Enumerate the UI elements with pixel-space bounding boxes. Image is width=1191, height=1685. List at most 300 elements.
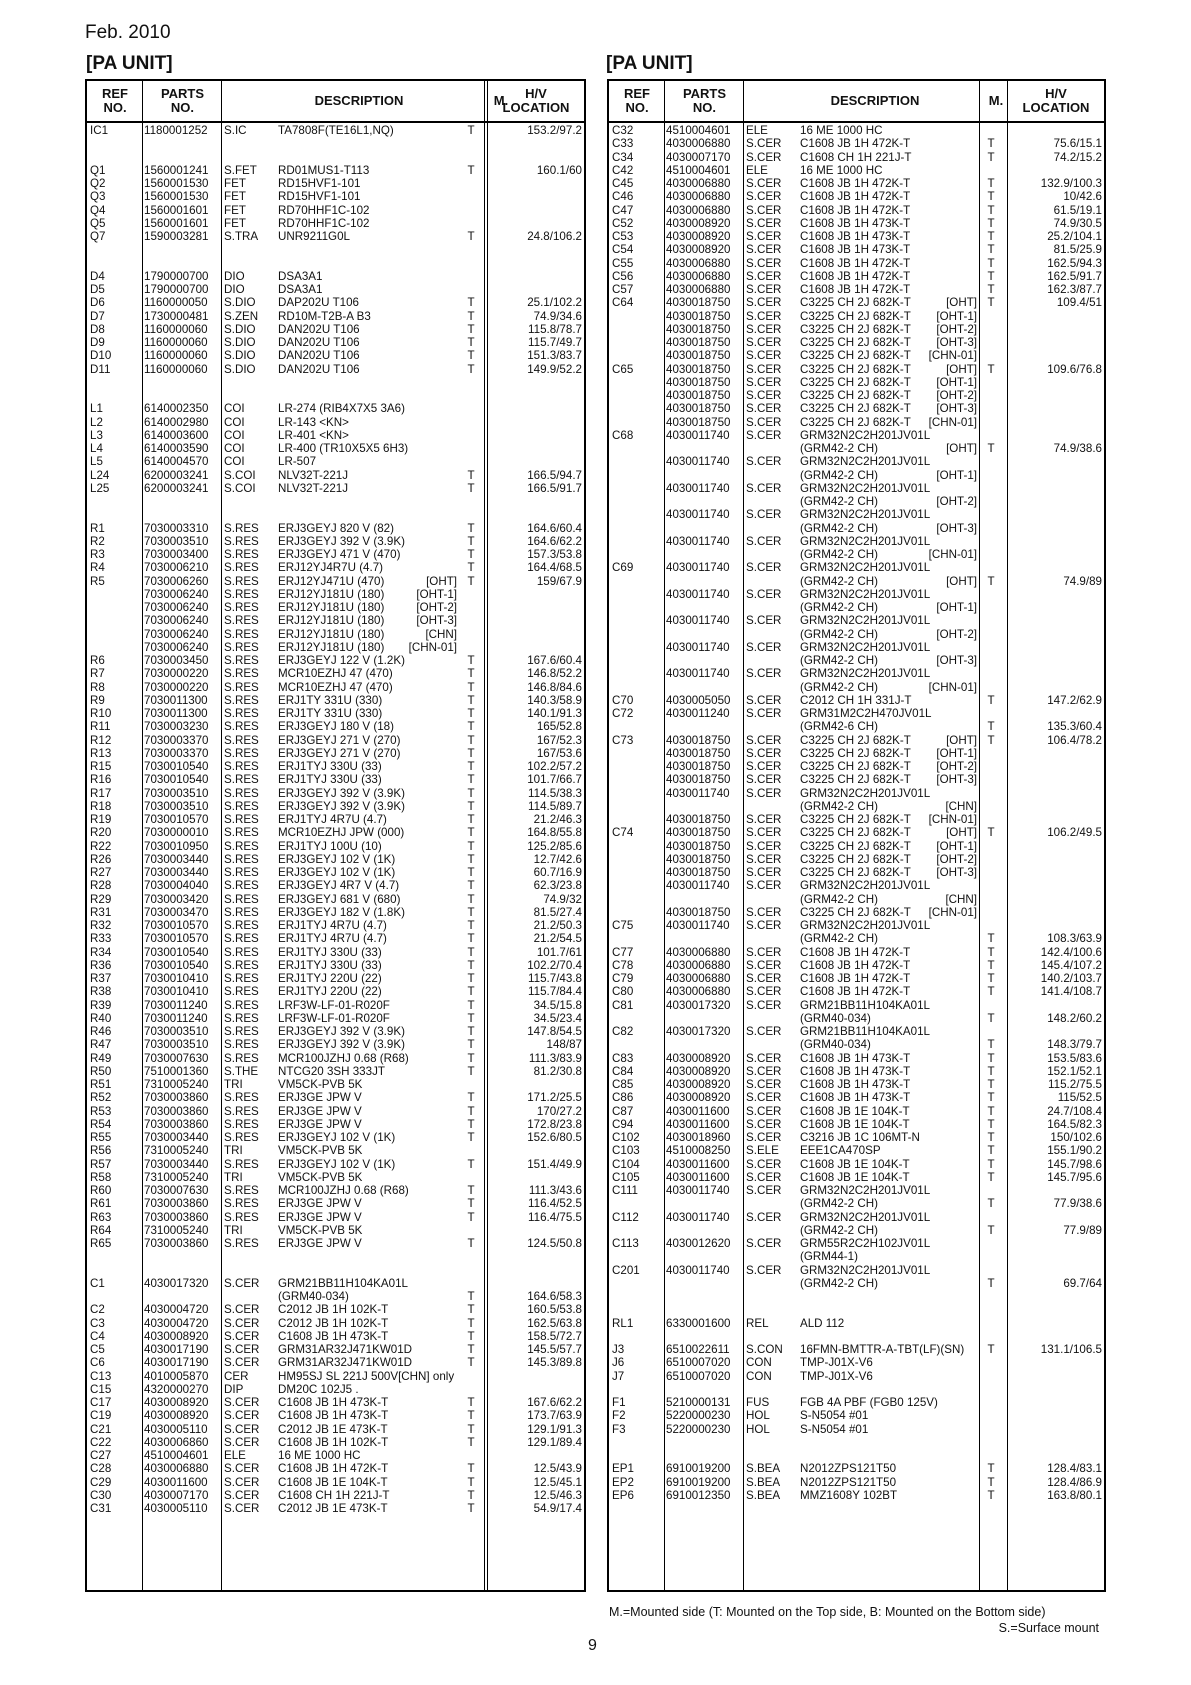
mounted-side: T — [467, 1422, 475, 1436]
table-row — [87, 1224, 584, 1237]
table-row — [87, 932, 584, 945]
part-number: 7030010410 — [144, 985, 209, 999]
part-number: 4030018750 — [666, 760, 731, 773]
mounted-side: T — [467, 932, 475, 946]
description: C1608 JB 1H 472K-T — [800, 137, 911, 151]
mounted-side: T — [467, 349, 475, 363]
hv-location: 140.3/58.9 — [527, 693, 582, 707]
table-row — [609, 1131, 1104, 1144]
mounted-side: T — [987, 945, 995, 959]
hv-location: 148.2/60.2 — [1047, 1011, 1102, 1025]
table-row — [609, 376, 1104, 389]
ref-no: D6 — [90, 296, 105, 310]
part-number: 7030003370 — [144, 746, 209, 760]
mounted-side: T — [467, 905, 475, 919]
hv-location: 153.5/83.6 — [1047, 1051, 1102, 1065]
ref-no: R47 — [90, 1038, 112, 1052]
mounted-side: T — [987, 1462, 995, 1476]
mounted-side: T — [467, 746, 475, 760]
table-row — [609, 1396, 1104, 1409]
part-type: S.BEA — [746, 1488, 781, 1502]
table-row — [609, 601, 1104, 614]
ref-no: C32 — [612, 124, 634, 137]
ref-no: C54 — [612, 243, 634, 257]
table-row — [87, 1197, 584, 1210]
description: DAN202U T106 — [278, 362, 360, 376]
part-type: S.CER — [746, 879, 782, 893]
table-row — [609, 548, 1104, 561]
header-ref-no: REF NO. — [102, 86, 128, 115]
hv-location: 12.7/42.6 — [533, 852, 582, 866]
ref-no: Q1 — [90, 163, 106, 177]
table-row — [609, 720, 1104, 733]
part-number: 4030007170 — [666, 150, 731, 164]
table-row — [609, 1383, 1104, 1396]
table-row — [87, 522, 584, 535]
description: TMP-J01X-V6 — [800, 1356, 873, 1370]
part-type: S.CER — [224, 1276, 260, 1290]
part-number: 4030011740 — [666, 640, 730, 654]
part-number: 7310005240 — [144, 1144, 209, 1158]
table-row — [609, 1025, 1104, 1038]
ref-no: C1 — [90, 1276, 105, 1290]
mounted-side: T — [467, 985, 475, 999]
part-number: 4030008920 — [666, 243, 731, 257]
part-number: 4030018750 — [666, 322, 731, 336]
description: GRM32N2C2H201JV01L — [800, 587, 931, 601]
table-row — [609, 840, 1104, 853]
part-type: S.RES — [224, 1117, 259, 1131]
table-row — [609, 1290, 1104, 1303]
variant-note: [OHT] — [946, 733, 977, 747]
description: C2012 JB 1H 102K-T — [278, 1303, 389, 1317]
table-row — [87, 1383, 584, 1396]
part-number: 6910012350 — [666, 1488, 731, 1502]
part-type: S.RES — [224, 1011, 259, 1025]
table-row — [609, 694, 1104, 707]
mounted-side: T — [467, 998, 475, 1012]
ref-no: C105 — [612, 1170, 640, 1184]
ref-no: C69 — [612, 561, 634, 575]
description: C2012 JB 1H 102K-T — [278, 1316, 389, 1330]
hv-location: 140.1/91.3 — [527, 707, 582, 720]
part-number: 7030003860 — [144, 1237, 209, 1250]
ref-no: Q7 — [90, 230, 106, 243]
part-number: 7030010540 — [144, 760, 209, 773]
table-row — [609, 442, 1104, 455]
part-number: 4030011600 — [666, 1104, 730, 1118]
part-type: S.RES — [224, 839, 259, 853]
part-type: S.RES — [224, 958, 259, 972]
description: GRM31M2C2H470JV01L — [800, 707, 932, 720]
part-type: S.CER — [746, 1237, 782, 1250]
ref-no: R28 — [90, 879, 112, 893]
part-type: S.CER — [746, 322, 782, 336]
hv-location: 131.1/106.5 — [1040, 1343, 1102, 1356]
description: C1608 JB 1E 104K-T — [800, 1104, 910, 1118]
part-type: FET — [224, 190, 246, 204]
description: DSA3A1 — [278, 283, 323, 296]
table-row — [609, 1211, 1104, 1224]
hv-location: 101.7/61 — [536, 945, 582, 959]
ref-no: C72 — [612, 707, 634, 720]
description: C1608 JB 1H 473K-T — [800, 216, 911, 230]
table-row — [87, 416, 584, 429]
part-number: 4030011740 — [666, 667, 730, 681]
mounted-side: T — [467, 1396, 475, 1409]
part-number: 4030006880 — [666, 137, 731, 151]
part-number: 7030003230 — [144, 720, 209, 734]
hv-location: 74.9/32 — [543, 892, 582, 906]
ref-no: R64 — [90, 1223, 112, 1237]
description: ERJ3GEYJ 102 V (1K) — [278, 866, 396, 879]
part-number: 1180001252 — [144, 124, 208, 137]
table-row — [609, 1409, 1104, 1422]
table-row — [87, 1396, 584, 1409]
part-type: S.CER — [746, 972, 782, 985]
part-number: 4030017190 — [144, 1343, 209, 1356]
mounted-side: T — [987, 190, 995, 204]
part-number: 6200003241 — [144, 481, 209, 495]
part-type: S.CER — [224, 1502, 260, 1515]
part-type: S.CER — [746, 852, 782, 866]
description: C3225 CH 2J 682K-T — [800, 309, 911, 323]
part-number: 6140004570 — [144, 455, 209, 469]
hv-location: 162.5/94.3 — [1047, 256, 1102, 270]
part-type: S.CER — [746, 1157, 782, 1171]
description: (GRM40-034) — [278, 1290, 349, 1303]
part-type: S.CER — [746, 733, 782, 747]
part-number: 4030011600 — [666, 1117, 730, 1131]
header-hv-location: H/V LOCATION — [502, 86, 570, 115]
part-type: S.CER — [224, 1303, 260, 1317]
part-number: 4030011740 — [666, 879, 730, 893]
part-number: 4030006880 — [666, 269, 731, 283]
table-row — [87, 561, 584, 574]
mounted-side: T — [467, 1237, 475, 1250]
description: C3225 CH 2J 682K-T — [800, 760, 911, 773]
description: (GRM42-2 CH) — [800, 1276, 878, 1290]
table-row — [609, 323, 1104, 336]
ref-no: R1 — [90, 521, 105, 535]
part-type: FET — [224, 216, 246, 230]
description: (GRM42-2 CH) — [800, 468, 878, 482]
description: RD01MUS1-T113 — [278, 163, 370, 177]
description: C1608 JB 1H 472K-T — [278, 1462, 389, 1476]
mounted-side: T — [467, 654, 475, 667]
part-type: S.RES — [224, 1157, 259, 1171]
part-number: 4030011240 — [666, 707, 730, 720]
hv-location: 147.8/54.5 — [527, 1025, 582, 1038]
table-row — [87, 1158, 584, 1171]
description: ERJ1TYJ 330U (33) — [278, 958, 382, 972]
mounted-side: T — [987, 269, 995, 283]
part-type: S.DIO — [224, 322, 256, 336]
part-number: 1560001241 — [144, 163, 209, 177]
part-number: 7030010950 — [144, 839, 209, 853]
description: (GRM42-2 CH) — [800, 1223, 878, 1237]
hv-location: 102.2/70.4 — [527, 958, 582, 972]
part-type: S.CER — [224, 1462, 260, 1476]
part-type: COI — [224, 402, 245, 416]
part-number: 1160000060 — [144, 349, 208, 363]
part-number: 4030006880 — [666, 283, 731, 296]
table-row — [87, 720, 584, 733]
hv-location: 145.3/89.8 — [527, 1356, 582, 1370]
part-number: 4030018750 — [666, 733, 731, 747]
ref-no: R9 — [90, 693, 105, 707]
part-number: 7030010540 — [144, 773, 209, 787]
ref-no: C28 — [90, 1462, 112, 1476]
part-number: 4030011740 — [666, 1263, 730, 1277]
ref-no: R5 — [90, 574, 105, 588]
table-row — [87, 1131, 584, 1144]
hv-location: 12.5/45.1 — [533, 1475, 582, 1489]
part-number: 7310005240 — [144, 1170, 209, 1184]
part-type: S.RES — [224, 534, 259, 548]
part-number: 6140002980 — [144, 415, 209, 429]
description: C1608 JB 1H 472K-T — [800, 985, 911, 999]
part-number: 4030017320 — [666, 1025, 731, 1038]
ref-no: C2 — [90, 1303, 105, 1317]
hv-location: 152.1/52.1 — [1047, 1064, 1102, 1078]
mounted-side: T — [987, 693, 995, 707]
part-type: S.DIO — [224, 362, 256, 376]
part-number: 7030011300 — [144, 693, 208, 707]
table-row — [609, 707, 1104, 720]
mounted-side: T — [987, 137, 995, 151]
description: GRM32N2C2H201JV01L — [800, 640, 931, 654]
ref-no: C46 — [612, 190, 634, 204]
table-row — [609, 164, 1104, 177]
part-number: 4030011740 — [666, 919, 730, 932]
table-row — [87, 813, 584, 826]
variant-note: [CHN-01] — [928, 813, 977, 826]
mounted-side: T — [987, 1078, 995, 1091]
part-number: 7030003510 — [144, 786, 209, 800]
mounted-side: T — [467, 230, 475, 243]
hv-location: 167/52.3 — [536, 733, 582, 747]
right-rows — [609, 124, 1104, 1502]
part-type: S.COI — [224, 468, 256, 482]
table-row — [609, 257, 1104, 270]
ref-no: EP2 — [612, 1475, 634, 1489]
part-type: S.CER — [746, 1064, 782, 1078]
variant-note: [CHN-01] — [928, 680, 977, 694]
part-type: S.RES — [224, 1210, 259, 1224]
part-number: 6910019200 — [666, 1475, 731, 1489]
table-row — [87, 628, 584, 641]
hv-location: 74.2/15.2 — [1053, 150, 1102, 164]
hv-location: 106.2/49.5 — [1047, 826, 1102, 840]
part-type: S.RES — [224, 919, 259, 932]
part-type: S.RES — [224, 733, 259, 747]
ref-no: R56 — [90, 1144, 112, 1158]
part-type: ELE — [224, 1449, 246, 1462]
part-type: S.DIO — [224, 336, 256, 349]
part-type: S.IC — [224, 124, 247, 137]
mounted-side: T — [987, 283, 995, 296]
part-type: S.CER — [746, 813, 782, 826]
description: ERJ3GEYJ 271 V (270) — [278, 733, 401, 747]
hv-location: 75.6/15.1 — [1053, 137, 1102, 151]
part-type: S.CER — [224, 1356, 260, 1370]
ref-no: R54 — [90, 1117, 112, 1131]
surface-mount-note: S.=Surface mount — [998, 1621, 1099, 1635]
description: GRM21BB11H104KA01L — [800, 998, 930, 1012]
table-row — [609, 747, 1104, 760]
description: ERJ1TYJ 220U (22) — [278, 972, 382, 985]
part-number: 4030008920 — [666, 1064, 731, 1078]
header-ref-no: REF NO. — [624, 86, 650, 115]
part-number: 7030006240 — [144, 640, 209, 654]
mounted-side: T — [987, 932, 995, 946]
part-number: 4030008920 — [666, 1091, 731, 1105]
ref-no: R19 — [90, 813, 112, 826]
variant-note: [OHT-1] — [936, 375, 977, 389]
description: GRM21BB11H104KA01L — [278, 1276, 408, 1290]
table-row — [87, 1370, 584, 1383]
ref-no: L3 — [90, 428, 103, 442]
mounted-side: T — [467, 521, 475, 535]
variant-note: [CHN-01] — [928, 548, 977, 561]
table-row — [609, 853, 1104, 866]
description: C3225 CH 2J 682K-T — [800, 839, 911, 853]
part-number: 7030003310 — [144, 521, 209, 535]
table-row — [87, 124, 584, 137]
part-number: 6510022611 — [666, 1343, 730, 1356]
description: ERJ3GEYJ 102 V (1K) — [278, 1157, 396, 1171]
variant-note: [CHN-01] — [408, 640, 457, 654]
description: ERJ3GEYJ 392 V (3.9K) — [278, 1038, 405, 1052]
hv-location: 146.8/84.6 — [527, 680, 582, 694]
ref-no: C65 — [612, 362, 634, 376]
ref-no: R33 — [90, 932, 112, 946]
hv-location: 81.2/30.8 — [533, 1064, 582, 1078]
description: GRM55R2C2H102JV01L — [800, 1237, 931, 1250]
hv-location: 151.3/83.7 — [527, 349, 582, 363]
hv-location: 77.9/89 — [1063, 1223, 1102, 1237]
part-type: S.RES — [224, 1131, 259, 1144]
variant-note: [OHT-3] — [936, 654, 977, 667]
part-type: S.RES — [224, 548, 259, 561]
description: (GRM42-2 CH) — [800, 932, 878, 946]
mounted-side: T — [987, 442, 995, 455]
table-row — [609, 336, 1104, 349]
ref-no: C70 — [612, 693, 634, 707]
ref-no: R11 — [90, 720, 111, 734]
hv-location: 149.9/52.2 — [527, 362, 582, 376]
mounted-side: T — [987, 574, 995, 588]
table-row — [87, 694, 584, 707]
ref-no: C78 — [612, 958, 634, 972]
table-row — [609, 575, 1104, 588]
part-number: 7030010570 — [144, 813, 209, 826]
table-row — [87, 1184, 584, 1197]
mounted-side: T — [467, 813, 475, 826]
ref-no: EP6 — [612, 1488, 634, 1502]
table-row — [609, 1052, 1104, 1065]
part-type: S.CER — [746, 839, 782, 853]
part-number: 4030006880 — [666, 972, 731, 985]
part-number: 4030018750 — [666, 336, 731, 349]
mounted-side: T — [467, 680, 475, 694]
mounted-side: T — [987, 1488, 995, 1502]
hv-location: 115.7/49.7 — [528, 336, 582, 349]
table-row — [609, 1158, 1104, 1171]
description: (GRM40-034) — [800, 1011, 871, 1025]
description: C1608 JB 1H 472K-T — [800, 972, 911, 985]
table-header — [609, 81, 1104, 123]
description: GRM32N2C2H201JV01L — [800, 667, 931, 681]
mounted-side: T — [987, 1276, 995, 1290]
ref-no: C86 — [612, 1091, 634, 1105]
mounted-side: T — [467, 667, 475, 681]
description: GRM32N2C2H201JV01L — [800, 428, 931, 442]
description: C3225 CH 2J 682K-T — [800, 415, 911, 429]
description: (GRM42-2 CH) — [800, 521, 878, 535]
part-type: S.CER — [746, 866, 782, 879]
table-row — [609, 681, 1104, 694]
hv-location: 151.4/49.9 — [527, 1157, 582, 1171]
ref-no: R37 — [90, 972, 112, 985]
part-number: 6140002350 — [144, 402, 209, 416]
ref-no: C102 — [612, 1131, 640, 1144]
ref-no: R65 — [90, 1237, 112, 1250]
part-type: S.CER — [746, 309, 782, 323]
mounted-side: T — [987, 1038, 995, 1052]
part-number: 4510008250 — [666, 1144, 731, 1158]
table-row — [609, 1423, 1104, 1436]
description: DAN202U T106 — [278, 322, 360, 336]
description: C1608 JB 1H 473K-T — [278, 1409, 389, 1423]
description: (GRM42-2 CH) — [800, 548, 878, 561]
hv-location: 21.2/54.5 — [533, 932, 582, 946]
part-number: 1790000700 — [144, 283, 209, 296]
ref-no: C103 — [612, 1144, 640, 1158]
ref-no: C104 — [612, 1157, 640, 1171]
description: C1608 JB 1H 472K-T — [800, 269, 911, 283]
description: GRM32N2C2H201JV01L — [800, 534, 931, 548]
description: ERJ3GE JPW V — [278, 1210, 362, 1224]
mounted-side: T — [467, 720, 475, 734]
description: C1608 JB 1H 473K-T — [800, 1078, 911, 1091]
description: ERJ12YJ181U (180) — [278, 640, 385, 654]
description: ERJ1TYJ 4R7U (4.7) — [278, 813, 387, 826]
mounted-side: T — [467, 1051, 475, 1065]
ref-no: R13 — [90, 746, 112, 760]
part-type: S.CER — [746, 216, 782, 230]
table-row — [87, 1171, 584, 1184]
part-number: 7030003440 — [144, 866, 209, 879]
ref-no: C53 — [612, 230, 634, 243]
part-type: S.RES — [224, 1051, 259, 1065]
table-row — [87, 893, 584, 906]
ref-no: C4 — [90, 1329, 105, 1343]
table-row — [609, 482, 1104, 495]
part-number: 4030008920 — [666, 216, 731, 230]
description: ERJ3GEYJ 4R7 V (4.7) — [278, 879, 400, 893]
description: GRM32N2C2H201JV01L — [800, 879, 931, 893]
ref-no: L4 — [90, 442, 103, 455]
mounted-side: T — [987, 203, 995, 217]
mounted-side: T — [987, 1011, 995, 1025]
hv-location: 148.3/79.7 — [1047, 1038, 1102, 1052]
ref-no: Q3 — [90, 190, 106, 204]
part-type: HOL — [746, 1422, 770, 1436]
description: GRM32N2C2H201JV01L — [800, 508, 931, 522]
variant-note: [OHT-2] — [936, 322, 977, 336]
